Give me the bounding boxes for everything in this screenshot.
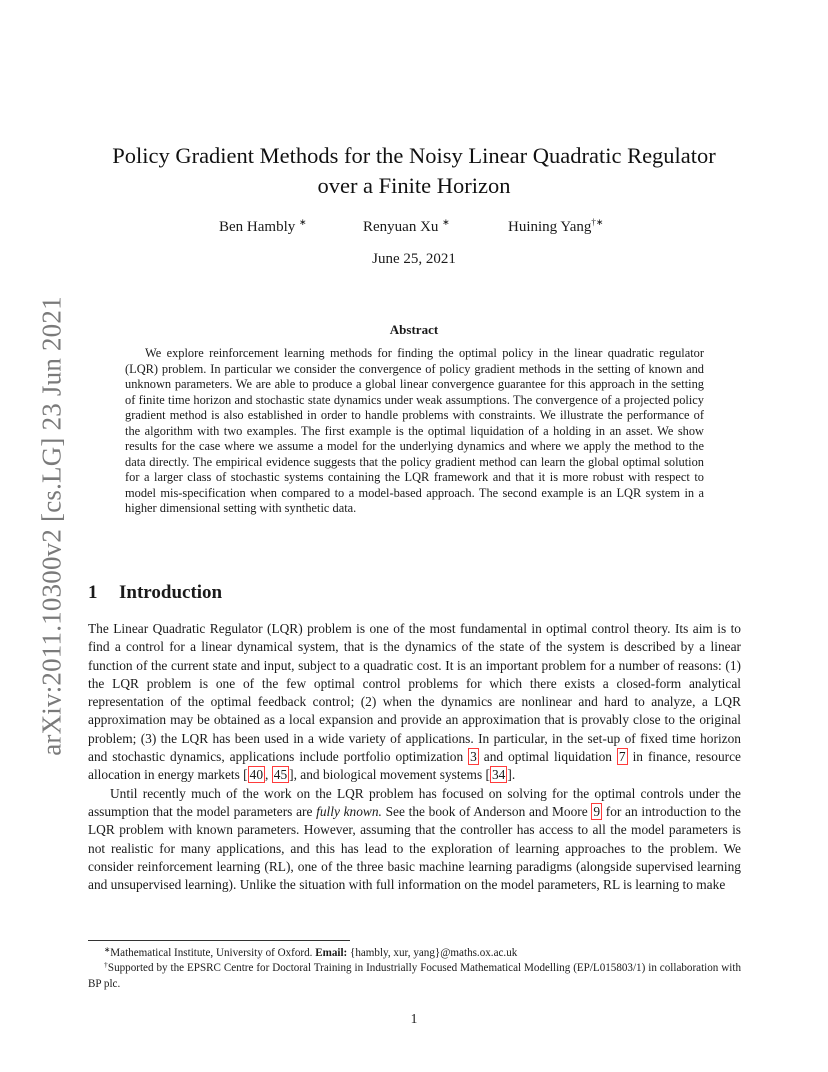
paragraph-2: Until recently much of the work on the LQR problem has focused on solving for the optimal controls under the assumption that the model parameters are fully known. See the book of Anderson and Moore 9 for an introduction to the LQR problem with known parameters. However, assuming that the controller has access to all the model parameters is not realistic for many applications, and this has lead to the exploration of learning approaches to the problem. We consider reinforcement learning (RL), one of the three basic machine learning paradigms (alongside supervised learning and unsupervised learning). Unlike the situation with full information on the model parameters, RL is learning to make	[88, 785, 741, 893]
footnote-2: †Supported by the EPSRC Centre for Doctoral Training in Industrially Focused Mathematical Modelling (EP/L015803/1) in collaboration with BP plc.	[88, 960, 741, 990]
title-line-1: Policy Gradient Methods for the Noisy Linear Quadratic Regulator	[112, 143, 716, 168]
email-text: {hambly, xur, yang}@maths.ox.ac.uk	[347, 947, 518, 959]
paper-title	[0, 141, 828, 201]
abstract-text: We explore reinforcement learning methods for finding the optimal policy in the linear quadratic regulator (LQR) problem. In particular we consider the convergence of policy gradient methods in the setting of known and unknown parameters. We are able to produce a global linear convergence guarantee for this approach in the setting of finite time horizon and stochastic state dynamics under weak assumptions. The convergence of a projected policy gradient method is also established in order to handle problems with constraints. We illustrate the performance of the algorithm with two examples. The first example is the optimal liquidation of a holding in an asset. We show results for the case where we assume a model for the underlying dynamics and where we apply the method to the data directly. The empirical evidence suggests that the policy gradient method can learn the global optimal solution for a larger class of stochastic systems containing the LQR framework and that it is more robust with respect to model mis-specification when compared to a model-based approach. The second example is an LQR system in a higher dimensional setting with synthetic data.	[125, 346, 704, 516]
citation-link[interactable]: 45	[273, 767, 288, 783]
body-text	[88, 620, 741, 894]
author-3-mark: †∗	[591, 217, 604, 227]
citation-link[interactable]: 40	[249, 767, 264, 783]
citation-link[interactable]: 9	[593, 803, 601, 819]
author-2-mark: ∗	[442, 217, 450, 227]
section-heading	[88, 582, 222, 604]
author-2: Renyuan Xu ∗	[363, 217, 450, 235]
footnote-rule	[88, 940, 350, 941]
author-3: Huining Yang†∗	[508, 217, 604, 235]
citation-link[interactable]: 3	[470, 749, 477, 765]
section-number: 1	[88, 582, 98, 603]
page-number: 1	[410, 1011, 418, 1026]
author-1-mark: ∗	[299, 217, 307, 227]
author-1: Ben Hambly ∗	[219, 217, 307, 235]
paper-date: June 25, 2021	[372, 251, 456, 267]
abstract-heading: Abstract	[389, 322, 439, 337]
citation-link[interactable]: 7	[618, 749, 626, 765]
arxiv-sidebar-stamp: arXiv:2011.10300v2 [cs.LG] 23 Jun 2021	[36, 296, 67, 756]
emphasis-text: fully known.	[316, 803, 382, 819]
section-title: Introduction	[119, 582, 223, 603]
footnote-1: ∗Mathematical Institute, University of Oxford. Email: {hambly, xur, yang}@maths.ox.ac.uk	[104, 945, 518, 959]
paragraph-1: The Linear Quadratic Regulator (LQR) problem is one of the most fundamental in optimal control theory. Its aim is to find a control for a linear dynamical system, that is the dynamics of the state of the system is described by a linear function of the current state and input, subject to a quadratic cost. It is an important problem for a number of reasons: (1) the LQR problem is one of the few optimal control problems for which there exists a closed-form analytical representation of the optimal feedback control; (2) when the dynamics are nonlinear and hard to analyze, a LQR approximation may be obtained as a local expansion and provide an approximation that is provably close to the original problem; (3) the LQR has been used in a wide variety of applications. In particular, in the set-up of fixed time horizon and stochastic dynamics, applications include portfolio optimization 3 and optimal liquidation 7 in finance, resource allocation in energy markets [ 40 , 45 ], and biological movement systems [ 34 ].	[88, 621, 741, 783]
citation-link[interactable]: 34	[491, 767, 506, 783]
title-line-2: over a Finite Horizon	[317, 173, 511, 198]
